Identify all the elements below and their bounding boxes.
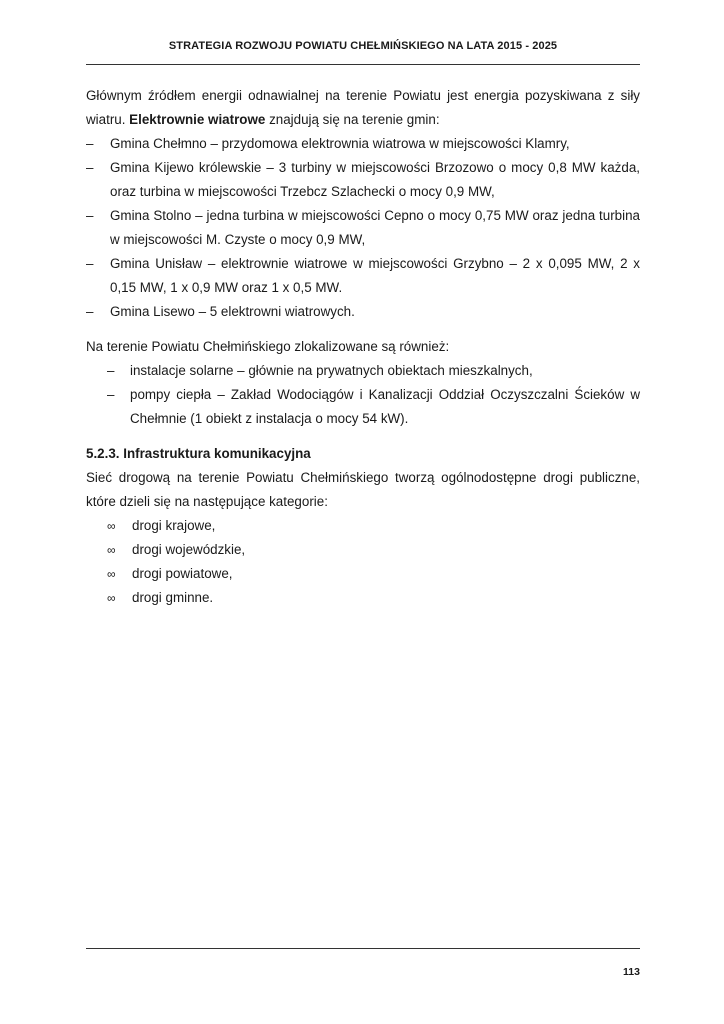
spacer <box>86 431 640 442</box>
list-item-text: Gmina Stolno – jedna turbina w miejscowości Cepno o mocy 0,75 MW oraz jedna turbina w miejscowości M. Czyste o mocy 0,9 MW, <box>110 208 640 247</box>
footer-rule <box>86 948 640 949</box>
list-item-text: instalacje solarne – głównie na prywatnych obiektach mieszkalnych, <box>130 363 533 378</box>
dash-marker: – <box>86 160 94 175</box>
dash-marker: – <box>86 256 94 271</box>
road-categories-list <box>86 514 640 610</box>
spacer <box>86 324 640 335</box>
list-item-text: drogi krajowe, <box>132 518 216 533</box>
gminy-list <box>86 132 640 324</box>
list-item-text: drogi wojewódzkie, <box>132 542 246 557</box>
other-intro: Na terenie Powiatu Chełmińskiego zlokalizowane są również: <box>86 339 450 354</box>
page-body <box>86 84 640 610</box>
intro-bold-term: Elektrownie wiatrowe <box>129 112 266 127</box>
section-intro: Sieć drogową na terenie Powiatu Chełmińskiego tworzą ogólnodostępne drogi publiczne, które dzieli się na następujące kategorie: <box>86 470 640 509</box>
infinity-marker: ∞ <box>107 567 116 581</box>
other-list <box>86 359 640 431</box>
page-number: 113 <box>623 966 640 978</box>
list-item <box>86 514 640 538</box>
list-item <box>86 156 640 204</box>
dash-marker: – <box>107 387 115 402</box>
dash-marker: – <box>86 304 94 319</box>
list-item <box>86 132 640 156</box>
intro-paragraph <box>86 84 640 132</box>
list-item <box>86 359 640 383</box>
list-item-text: Gmina Lisewo – 5 elektrowni wiatrowych. <box>110 304 355 319</box>
list-item <box>86 252 640 300</box>
section-heading: 5.2.3. Infrastruktura komunikacyjna <box>86 446 311 461</box>
list-item-text: Gmina Chełmno – przydomowa elektrownia wiatrowa w miejscowości Klamry, <box>110 136 570 151</box>
list-item-text: Gmina Kijewo królewskie – 3 turbiny w miejscowości Brzozowo o mocy 0,8 MW każda, oraz turbina w miejscowości Trzebcz Szlachecki o mocy 0,9 MW, <box>110 160 640 199</box>
infinity-marker: ∞ <box>107 543 116 557</box>
list-item-text: pompy ciepła – Zakład Wodociągów i Kanalizacji Oddział Oczyszczalni Ścieków w Chełmnie (1 obiekt z instalacja o mocy 54 kW). <box>130 387 640 426</box>
infinity-marker: ∞ <box>107 591 116 605</box>
list-item <box>86 383 640 431</box>
list-item <box>86 204 640 252</box>
list-item-text: drogi powiatowe, <box>132 566 233 581</box>
list-item-text: drogi gminne. <box>132 590 214 605</box>
running-header: STRATEGIA ROZWOJU POWIATU CHEŁMIŃSKIEGO NA LATA 2015 - 2025 <box>168 40 558 52</box>
dash-marker: – <box>107 363 115 378</box>
infinity-marker: ∞ <box>107 519 116 533</box>
dash-marker: – <box>86 136 94 151</box>
header-rule <box>86 64 640 65</box>
list-item <box>86 586 640 610</box>
dash-marker: – <box>86 208 94 223</box>
intro-text-end: znajdują się na terenie gmin: <box>265 112 440 127</box>
intro-text: Głównym źródłem energii odnawialnej na terenie Powiatu jest energia pozyskiwana z siły wiatru. <box>86 88 640 127</box>
list-item <box>86 538 640 562</box>
list-item-text: Gmina Unisław – elektrownie wiatrowe w miejscowości Grzybno – 2 x 0,095 MW, 2 x 0,15 MW, 1 x 0,9 MW oraz 1 x 0,5 MW. <box>110 256 640 295</box>
list-item <box>86 300 640 324</box>
list-item <box>86 562 640 586</box>
